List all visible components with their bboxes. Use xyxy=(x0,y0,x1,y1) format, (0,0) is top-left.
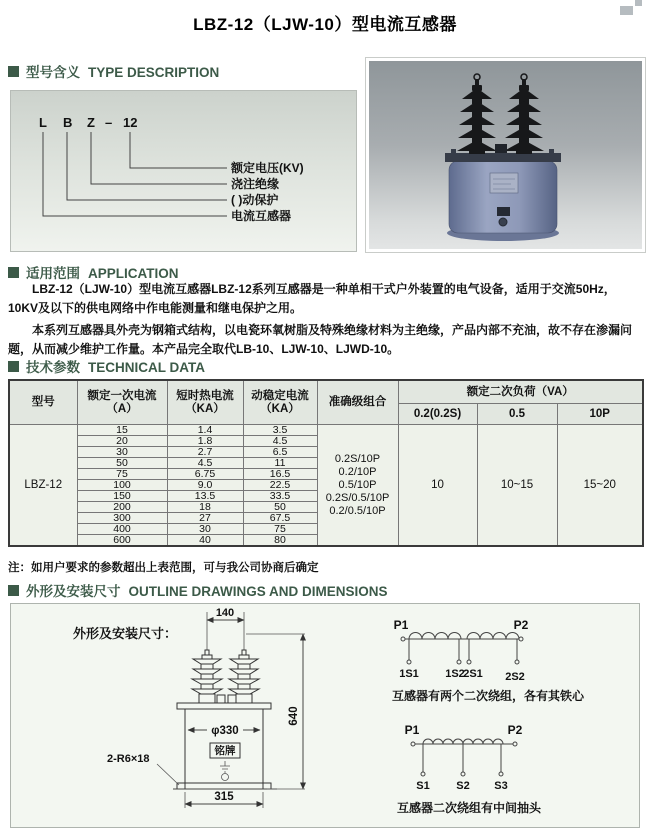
header-model: 型号 xyxy=(9,380,77,425)
bottom-stud xyxy=(499,218,507,226)
value-cell: 22.5 xyxy=(243,480,317,491)
w2-caption: 互感器二次绕组有中间抽头 xyxy=(397,801,542,815)
dim-140: 140 xyxy=(215,607,235,619)
drawing-label: 外形及安装尺寸： xyxy=(73,626,178,641)
w2-t1: S1 xyxy=(416,780,430,792)
table-note: 注：如用户要求的参数超出上表范围，可与我公司协商后确定 xyxy=(8,562,319,574)
code-number: 12 xyxy=(123,115,138,130)
code-letter-z: Z xyxy=(87,115,95,130)
technical-data-table xyxy=(8,379,644,547)
product-photo xyxy=(365,57,646,253)
header-line: （KA） xyxy=(260,402,300,415)
winding-diagram-1 xyxy=(392,618,585,703)
load-cell: 10 xyxy=(398,425,477,547)
drawn-top-plate xyxy=(177,703,271,709)
dim-base: 315 xyxy=(214,791,234,803)
value-cell: 20 xyxy=(77,436,167,447)
meaning-protection: ( )动保护 xyxy=(231,193,279,207)
section-marker-icon xyxy=(8,585,19,596)
value-cell: 75 xyxy=(77,469,167,480)
section-heading-outline xyxy=(8,580,388,600)
w2-p1-terminal xyxy=(411,742,415,746)
header-dynamic-current xyxy=(243,380,317,425)
value-cell: 33.5 xyxy=(243,491,317,502)
heading-zh: 型号含义 xyxy=(26,65,80,80)
application-paragraph-1: LBZ-12（LJW-10）型电流互感器LBZ-12系列互感器是一种单相干式户外装置的电气设备，适用于交流50Hz，10KV及以下的供电网络中作电能测量和继电保护之用。 xyxy=(8,282,616,315)
dim-diameter: φ330 xyxy=(211,725,239,737)
w2-tap-terminals xyxy=(421,772,503,776)
table-row xyxy=(9,425,643,436)
w1-t4: 2S2 xyxy=(505,671,525,683)
corner-decoration-icon xyxy=(620,0,642,15)
value-cell: 4.5 xyxy=(167,458,243,469)
winding-diagram-2 xyxy=(397,723,542,815)
code-letter-l: L xyxy=(39,115,47,130)
value-cell: 9.0 xyxy=(167,480,243,491)
leader-line-ct xyxy=(43,132,227,216)
section-heading-technical-data xyxy=(8,356,205,376)
table-header-row-1 xyxy=(9,380,643,404)
section-marker-icon xyxy=(8,361,19,372)
code-letter-b: B xyxy=(63,115,73,130)
leader-line-insulation xyxy=(91,132,227,184)
section-heading-application xyxy=(8,262,179,282)
w2-t3: S3 xyxy=(494,780,508,792)
heading-en: TYPE DESCRIPTION xyxy=(88,65,220,80)
page-title: LBZ-12（LJW-10）型电流互感器 xyxy=(193,15,457,34)
w1-p2-terminal xyxy=(519,637,523,641)
header-line: 短时热电流 xyxy=(176,389,234,402)
header-secondary-load: 额定二次负荷（VA） xyxy=(398,380,643,404)
meaning-insulation: 浇注绝缘 xyxy=(231,177,280,191)
w1-coil-1 xyxy=(409,633,461,640)
terminal-block xyxy=(495,144,507,153)
value-cell: 1.8 xyxy=(167,436,243,447)
header-thermal-current xyxy=(167,380,243,425)
heading-en: TECHNICAL DATA xyxy=(88,360,205,375)
value-cell: 27 xyxy=(167,513,243,524)
value-cell: 200 xyxy=(77,502,167,513)
photo-nameplate xyxy=(490,173,518,193)
section-heading-type-description xyxy=(8,61,219,81)
heading-zh: 外形及安装尺寸 xyxy=(26,584,121,599)
w1-p1: P1 xyxy=(393,618,409,632)
bottom-terminal xyxy=(497,207,510,216)
heading-zh: 技术参数 xyxy=(26,360,80,375)
header-load-10p: 10P xyxy=(557,404,643,425)
heading-en: OUTLINE DRAWINGS AND DIMENSIONS xyxy=(128,584,388,599)
heading-en: APPLICATION xyxy=(88,266,179,281)
terminal-clamp-1 xyxy=(217,695,225,703)
meaning-voltage: 额定电压(KV) xyxy=(231,161,304,175)
w1-caption: 互感器有两个二次绕组，各有其铁心 xyxy=(392,689,585,703)
w2-p1: P1 xyxy=(404,723,420,737)
technical-table-body xyxy=(9,425,643,547)
value-cell: 300 xyxy=(77,513,167,524)
w1-coil-2 xyxy=(467,633,519,640)
section-marker-icon xyxy=(8,267,19,278)
accuracy-cell: 0.2S/10P 0.2/10P 0.5/10P 0.2S/0.5/10P 0.2/0.5/10P xyxy=(317,425,398,547)
header-line: （KA） xyxy=(185,402,225,415)
application-paragraph-2: 本系列互感器具外壳为钢箱式结构，以电瓷环氧树脂及特殊绝缘材料为主绝缘，产品内部不充油，故不存在渗漏问题，从而减少维护工作量。本产品完全取代LB-10、LJW-10、LJWD-10。 xyxy=(8,323,633,356)
header-primary-current xyxy=(77,380,167,425)
value-cell: 2.7 xyxy=(167,447,243,458)
value-cell: 400 xyxy=(77,524,167,535)
value-cell: 100 xyxy=(77,480,167,491)
outline-drawing-panel xyxy=(10,603,640,828)
dim-height: 640 xyxy=(288,706,300,726)
value-cell: 18 xyxy=(167,502,243,513)
meaning-ct: 电流互感器 xyxy=(231,209,292,223)
type-code-diagram xyxy=(10,90,357,252)
dim-holes: 2-R6×18 xyxy=(107,753,150,765)
value-cell: 600 xyxy=(77,535,167,547)
section-marker-icon xyxy=(8,66,19,77)
type-code-svg xyxy=(11,91,354,249)
value-cell: 15 xyxy=(77,425,167,436)
w1-p2: P2 xyxy=(513,618,529,632)
value-cell: 80 xyxy=(243,535,317,547)
value-cell: 4.5 xyxy=(243,436,317,447)
outline-drawing-svg xyxy=(11,604,639,827)
w2-p2: P2 xyxy=(507,723,523,737)
w1-p1-terminal xyxy=(401,637,405,641)
heading-zh: 适用范围 xyxy=(26,266,80,281)
w1-taps xyxy=(409,639,517,660)
value-cell: 11 xyxy=(243,458,317,469)
value-cell: 1.4 xyxy=(167,425,243,436)
model-cell: LBZ-12 xyxy=(9,425,77,547)
outline-drawing xyxy=(73,607,305,808)
w2-taps xyxy=(423,744,501,772)
load-cell: 15~20 xyxy=(557,425,643,547)
value-cell: 40 xyxy=(167,535,243,547)
leader-line-voltage xyxy=(130,132,227,168)
w1-t3: 2S1 xyxy=(463,668,483,680)
value-cell: 150 xyxy=(77,491,167,502)
value-cell: 30 xyxy=(167,524,243,535)
w1-t1: 1S1 xyxy=(399,668,419,680)
header-line: 额定一次电流 xyxy=(87,389,157,402)
code-dash: – xyxy=(105,115,113,130)
tank-top-plate xyxy=(445,153,561,162)
value-cell: 6.75 xyxy=(167,469,243,480)
load-cell: 10~15 xyxy=(477,425,557,547)
w2-t2: S2 xyxy=(456,780,470,792)
value-cell: 3.5 xyxy=(243,425,317,436)
value-cell: 30 xyxy=(77,447,167,458)
w2-coil xyxy=(423,739,503,744)
w2-p2-terminal xyxy=(513,742,517,746)
value-cell: 75 xyxy=(243,524,317,535)
value-cell: 16.5 xyxy=(243,469,317,480)
header-accuracy: 准确级组合 xyxy=(317,380,398,425)
header-load-05: 0.5 xyxy=(477,404,557,425)
header-line: 动稳定电流 xyxy=(251,389,309,402)
application-text xyxy=(8,280,644,359)
drawn-flange-right xyxy=(263,783,271,789)
w1-t2: 1S2 xyxy=(445,668,465,680)
value-cell: 6.5 xyxy=(243,447,317,458)
terminal-clamp-2 xyxy=(228,695,236,703)
value-cell: 67.5 xyxy=(243,513,317,524)
header-load-02: 0.2(0.2S) xyxy=(398,404,477,425)
product-photo-svg xyxy=(369,61,642,249)
value-cell: 50 xyxy=(77,458,167,469)
value-cell: 13.5 xyxy=(167,491,243,502)
value-cell: 50 xyxy=(243,502,317,513)
holes-leader-line xyxy=(157,764,179,785)
nameplate-label: 铭牌 xyxy=(214,745,236,757)
header-line: （A） xyxy=(106,402,138,415)
w1-tap-terminals xyxy=(407,660,519,664)
